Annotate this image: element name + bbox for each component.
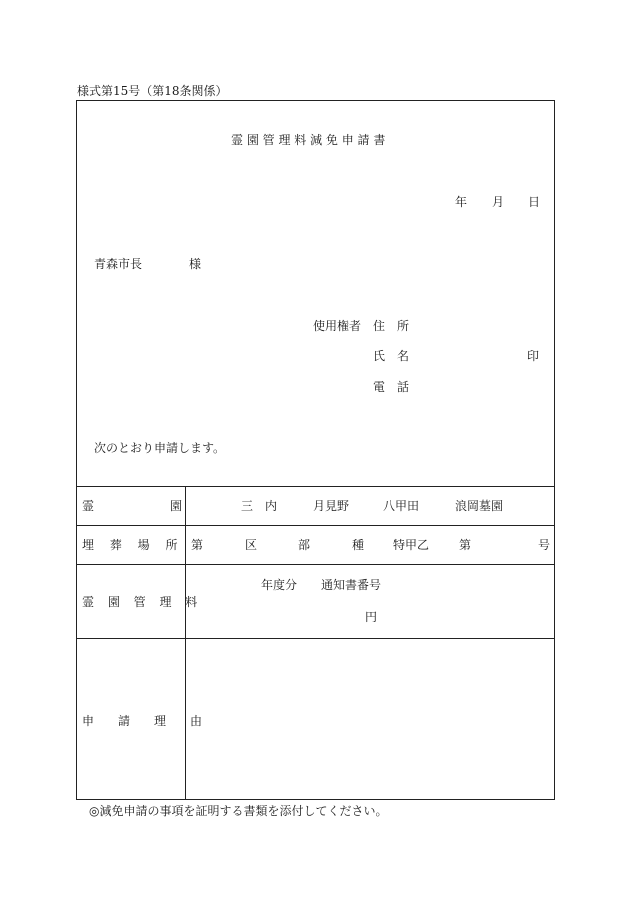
- label-column-divider: [185, 486, 186, 800]
- addressee-honorific: 様: [189, 257, 202, 271]
- burial-part: 号: [538, 538, 551, 552]
- attachment-note: ◎減免申請の事項を証明する書類を添付してください。: [89, 804, 388, 818]
- seal-mark: 印: [527, 349, 540, 363]
- cemetery-option: 八甲田: [383, 499, 420, 513]
- divider-cemetery-top: [76, 486, 555, 487]
- name-label: 氏 名: [373, 349, 410, 363]
- burial-part: 部: [298, 538, 311, 552]
- burial-part: 第: [191, 538, 204, 552]
- phone-label: 電 話: [373, 380, 410, 394]
- date-year-label: 年: [455, 195, 468, 209]
- fee-yen: 円: [365, 610, 378, 624]
- cemetery-label-right: 園: [170, 499, 183, 513]
- burial-part: 種: [352, 538, 365, 552]
- date-month-label: 月: [492, 195, 505, 209]
- cemetery-label-left: 霊: [82, 499, 95, 513]
- fee-fiscal-year: 年度分: [261, 578, 298, 592]
- addressee-name: 青森市長: [94, 257, 143, 271]
- cemetery-option: 月見野: [313, 499, 350, 513]
- address-label: 住 所: [373, 319, 410, 333]
- burial-part: 特甲乙: [393, 538, 430, 552]
- date-day-label: 日: [528, 195, 541, 209]
- request-text: 次のとおり申請します。: [94, 441, 226, 455]
- fee-notice-number: 通知書番号: [321, 578, 382, 592]
- burial-part: 第: [459, 538, 472, 552]
- form-title: 霊 園 管 理 料 減 免 申 請 書: [231, 133, 386, 147]
- divider-fee-top: [76, 564, 555, 565]
- fee-label: 霊 園 管 理 料: [82, 595, 203, 609]
- burial-label: 埋 葬 場 所: [82, 538, 184, 552]
- divider-reason-top: [76, 638, 555, 639]
- form-number: 様式第15号（第18条関係）: [77, 84, 228, 98]
- applicant-role: 使用権者: [313, 319, 362, 333]
- reason-label: 申 請 理 由: [82, 714, 209, 728]
- cemetery-option: 浪岡墓園: [455, 499, 504, 513]
- burial-part: 区: [245, 538, 258, 552]
- divider-burial-top: [76, 525, 555, 526]
- cemetery-option: 三 内: [241, 499, 278, 513]
